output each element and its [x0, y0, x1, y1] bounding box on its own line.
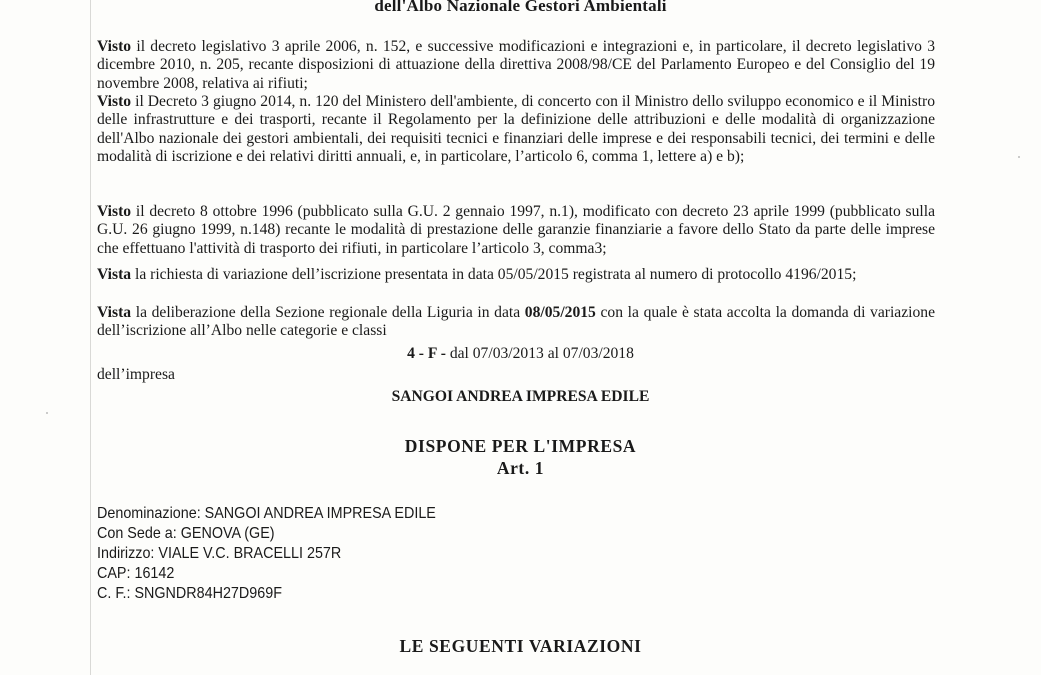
recital-lead: Visto [97, 93, 132, 110]
category-period: dal 07/03/2013 al 07/03/2018 [449, 345, 634, 362]
recital-lead: Vista [97, 266, 132, 283]
field-denominazione: Denominazione: SANGOI ANDREA IMPRESA EDILE [97, 505, 436, 522]
category-code: 4 - F - [407, 345, 446, 362]
variations-heading: LE SEGUENTI VARIAZIONI [399, 636, 642, 656]
deliberation-recital [97, 304, 935, 341]
scan-speck [1018, 156, 1020, 158]
company-name: SANGOI ANDREA IMPRESA EDILE [391, 388, 650, 405]
deliberation-text-before: la deliberazione della Sezione regionale della Liguria in data [135, 304, 521, 321]
recital-text: il decreto legislativo 3 aprile 2006, n. 152, e successive modificazioni e integrazioni e, in particolare, il decreto legislativo 3 dicembre 2010, n. 205, recante disposizioni di attuazione della direttiva 2008/98/CE del Parlamento Europeo e del Consiglio del 19 novembre 2008, relativa ai rifiuti; [97, 38, 935, 92]
deliberation-date: 08/05/2015 [524, 304, 596, 321]
deliberation-text-after: con la quale è stata accolta la domanda di variazione dell’iscrizione all’Albo nelle categorie e classi [97, 304, 935, 340]
field-indirizzo: Indirizzo: VIALE V.C. BRACELLI 257R [97, 545, 342, 562]
document-header-title: dell'Albo Nazionale Gestori Ambientali [374, 0, 667, 15]
recital-lead: Vista [97, 304, 132, 321]
recital-3 [97, 203, 935, 258]
recital-text: il decreto 8 ottobre 1996 (pubblicato sulla G.U. 2 gennaio 1997, n.1), modificato con decreto 23 aprile 1999 (pubblicato sulla G.U. 26 giugno 1999, n.148) recante le modalità di prestazione delle garanzie finanziarie a favore dello Stato da parte delle imprese che effettuano l'attività di trasporto dei rifiuti, in particolare l’articolo 3, comma3; [97, 203, 935, 257]
scan-edge [90, 0, 91, 675]
field-codice-fiscale: C. F.: SNGNDR84H27D969F [97, 585, 282, 602]
recital-text: la richiesta di variazione dell’iscrizione presentata in data 05/05/2015 registrata al numero di protocollo 4196/2015; [134, 266, 857, 283]
scan-speck [46, 412, 48, 414]
dispone-heading: DISPONE PER L'IMPRESA [404, 436, 637, 456]
category-line [0, 345, 1041, 363]
recital-lead: Visto [97, 203, 132, 220]
recital-2 [97, 93, 935, 167]
field-sede: Con Sede a: GENOVA (GE) [97, 525, 275, 542]
recital-text: il Decreto 3 giugno 2014, n. 120 del Ministero dell'ambiente, di concerto con il Ministro dello sviluppo economico e il Ministro delle infrastrutture e dei trasporti, recante il Regolamento per la definizione delle attribuzioni e delle modalità di organizzazione dell'Albo nazionale dei gestori ambientali, dei requisiti tecnici e finanziari delle imprese e dei responsabili tecnici, dei termini e delle modalità di iscrizione e dei relativi diritti annuali, e, in particolare, l’articolo 6, comma 1, lettere a) e b); [97, 93, 935, 166]
company-intro: dell’impresa [97, 366, 175, 383]
field-cap: CAP: 16142 [97, 565, 175, 582]
recital-1 [97, 38, 935, 93]
recital-lead: Visto [97, 38, 132, 55]
recital-4 [97, 266, 935, 284]
article-heading: Art. 1 [496, 458, 545, 478]
